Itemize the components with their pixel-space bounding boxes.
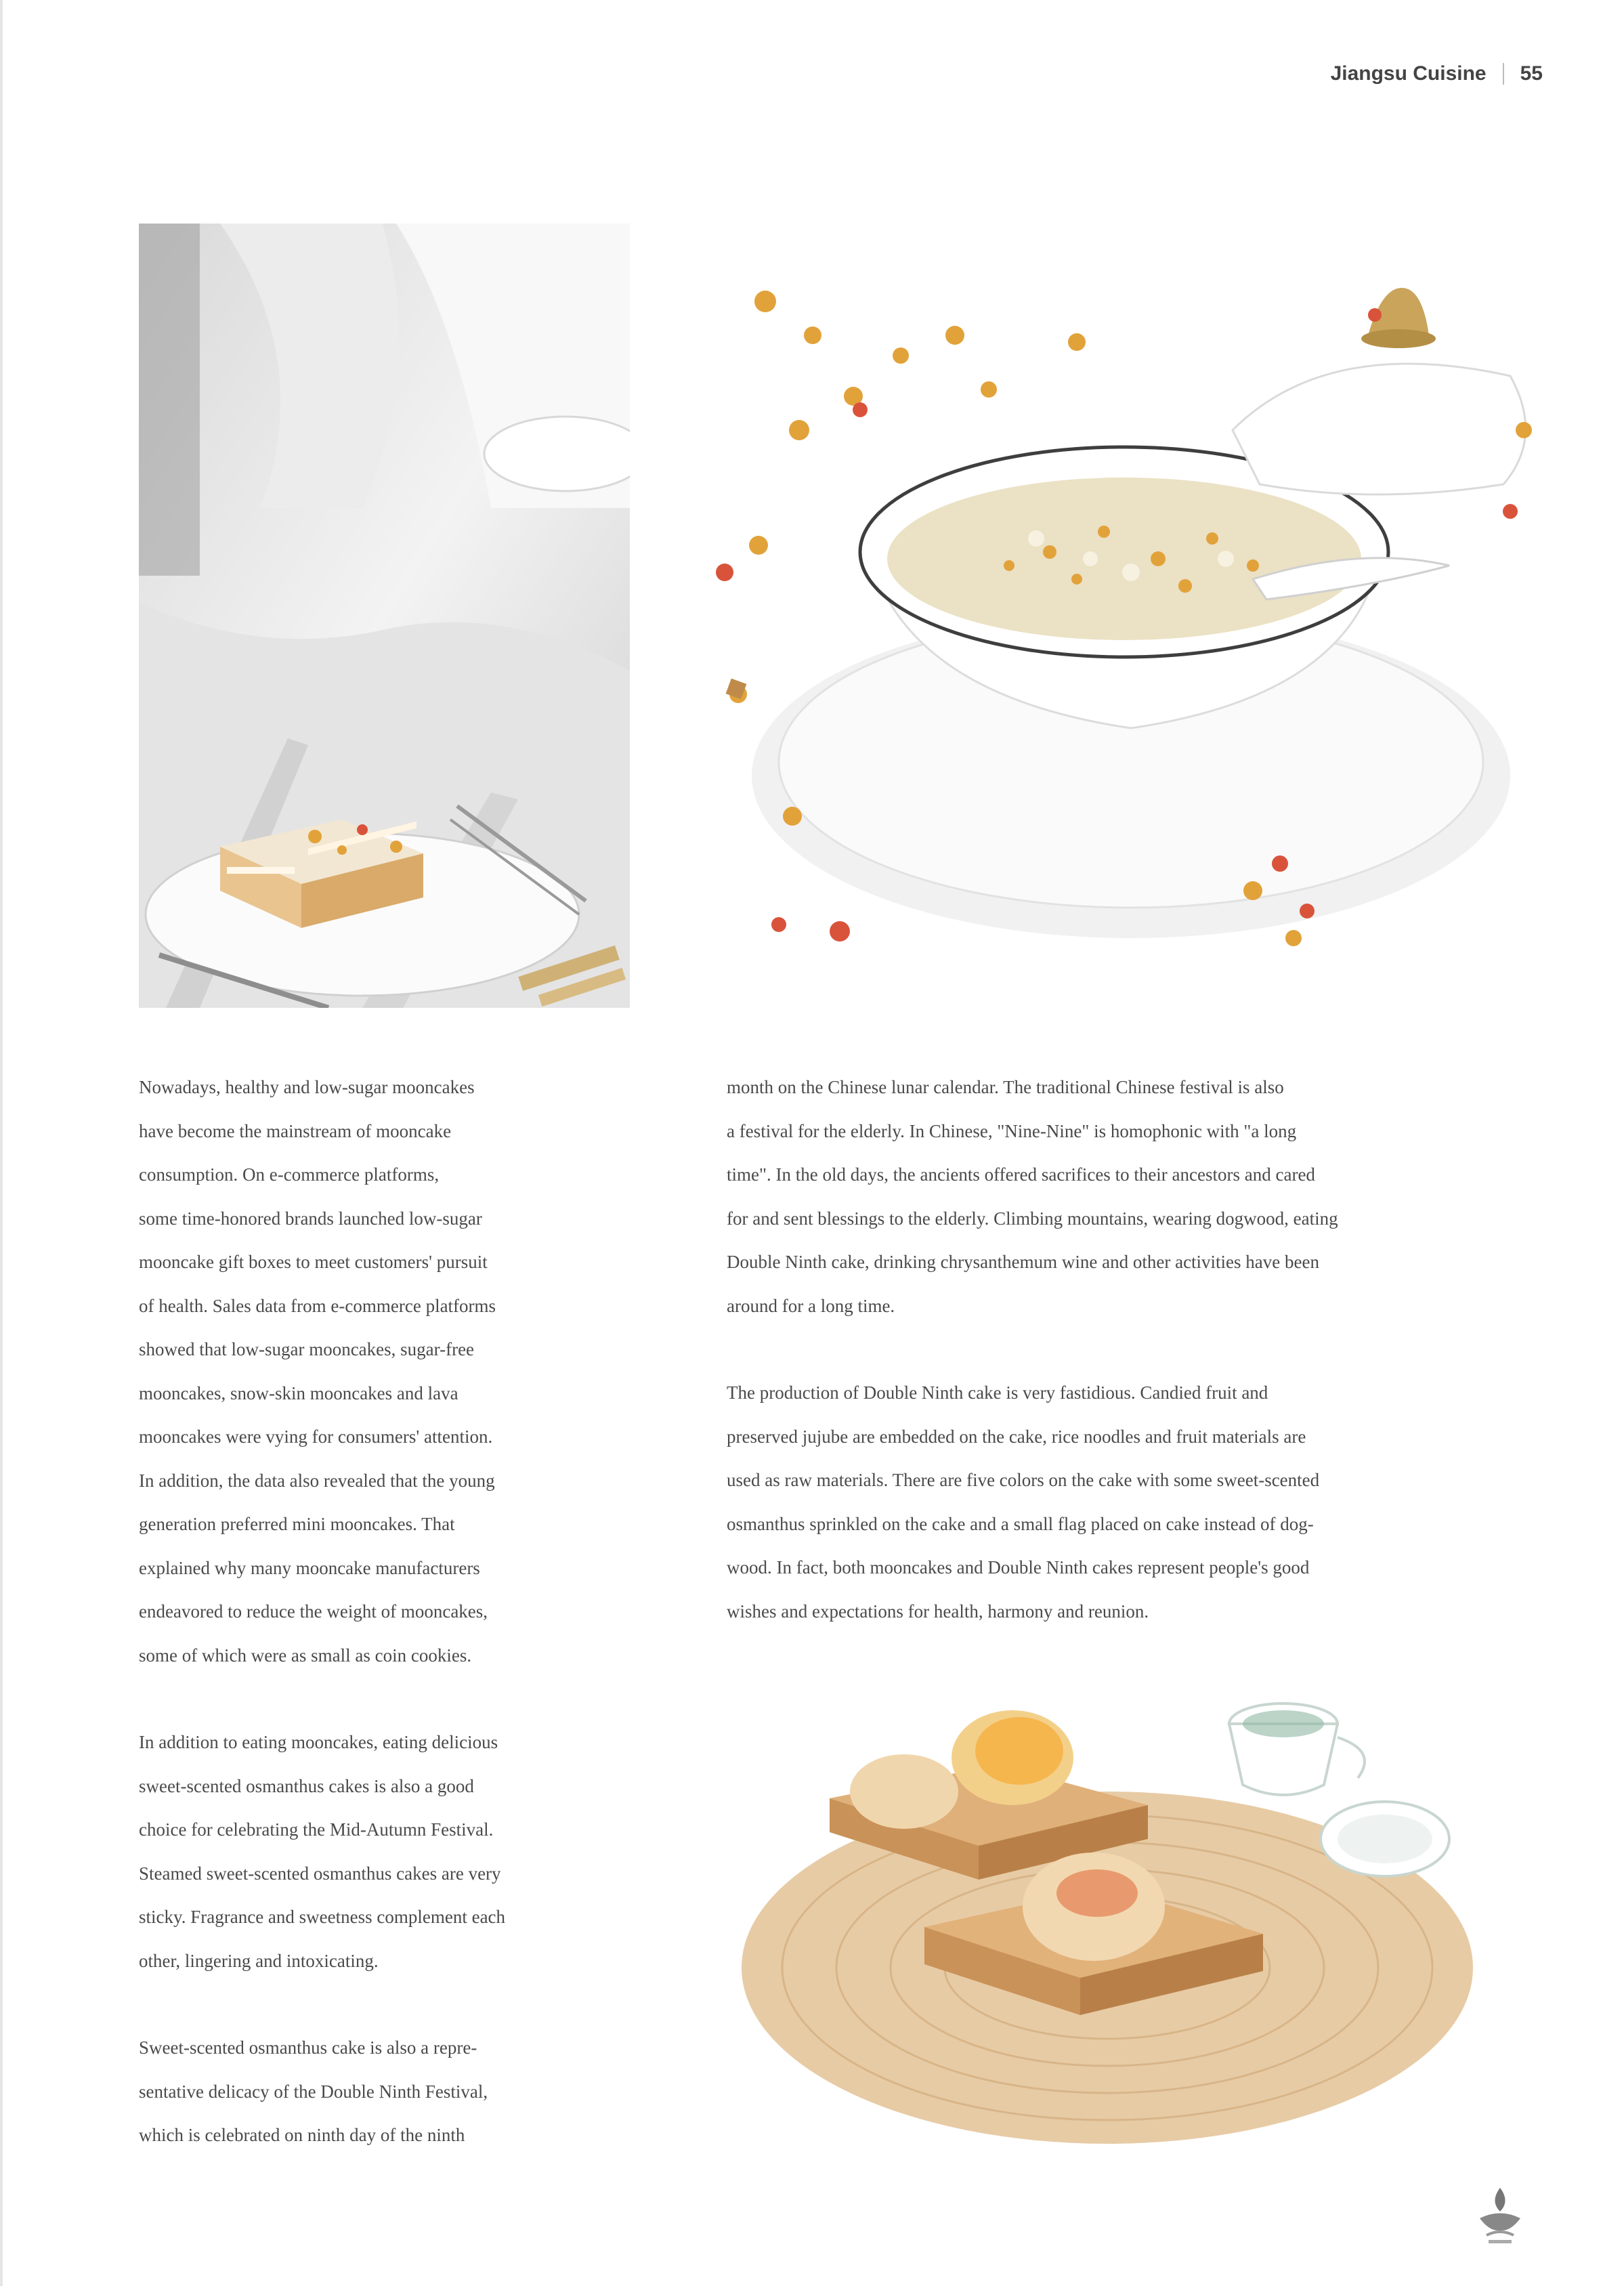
left-text-column [139,1065,633,2201]
running-header [1331,62,1543,85]
mooncakes-illustration [728,1676,1487,2144]
soup-bowl-illustration [698,261,1558,992]
layered-cake-illustration [139,224,630,1008]
paragraph-double-ninth-festival: month on the Chinese lunar calendar. The traditional Chinese festival is also a festival for the elderly. In Chinese, "Nine-Nine" is homophonic with "a long time". In the old days, the ancients offered sacrifices to their ancestors and cared for and sent blessings to the elderly. Climbing mountains, wearing dogwood, eating Double Ninth cake, drinking chrysanthemum wine and other activities have been around for a long time. [727,1077,1338,1316]
photo-osmanthus-soup [698,261,1558,992]
paragraph-double-ninth-intro: Sweet-scented osmanthus cake is also a repre- sentative delicacy of the Double Ninth Festival, which is celebrated on ninth day of the ninth [139,2037,488,2145]
paragraph-healthy-mooncakes: Nowadays, healthy and low-sugar mooncakes have become the mainstream of mooncake consumption. On e-commerce platforms, some time-honored brands launched low-sugar mooncake gift boxes to meet customers' pursuit of health. Sales data from e-commerce platforms showed that low-sugar mooncakes, sugar-free mooncakes, snow-skin mooncakes and lava mooncakes were vying for consumers' attention. In addition, the data also revealed that the young generation preferred mini mooncakes. That explained why many mooncake manufacturers endeavored to reduce the weight of mooncakes, some of which were as small as coin cookies. [139,1077,496,1666]
publisher-logo-icon [1463,2178,1537,2252]
header-divider [1503,63,1504,85]
section-title: Jiangsu Cuisine [1330,62,1487,85]
page-number: 55 [1520,62,1543,85]
paragraph-osmanthus-cakes: In addition to eating mooncakes, eating delicious sweet-scented osmanthus cakes is also a good choice for celebrating the Mid-Autumn Festival. Steamed sweet-scented osmanthus cakes are very sticky. Fragrance and sweetness complement each other, lingering and intoxicating. [139,1732,506,1971]
right-text-column [727,1065,1539,1676]
photo-layered-cake [139,224,630,1008]
paragraph-double-ninth-cake: The production of Double Ninth cake is very fastidious. Candied fruit and preserved jujube are embedded on the cake, rice noodles and fruit materials are used as raw materials. There are five colors on the cake with some sweet-scented osmanthus sprinkled on the cake and a small flag placed on cake instead of dog- wood. In fact, both mooncakes and Double Ninth cakes represent people's good wishes and expectations for health, harmony and reunion. [727,1382,1320,1622]
page-edge [0,0,3,2286]
photo-mooncakes [728,1676,1487,2144]
